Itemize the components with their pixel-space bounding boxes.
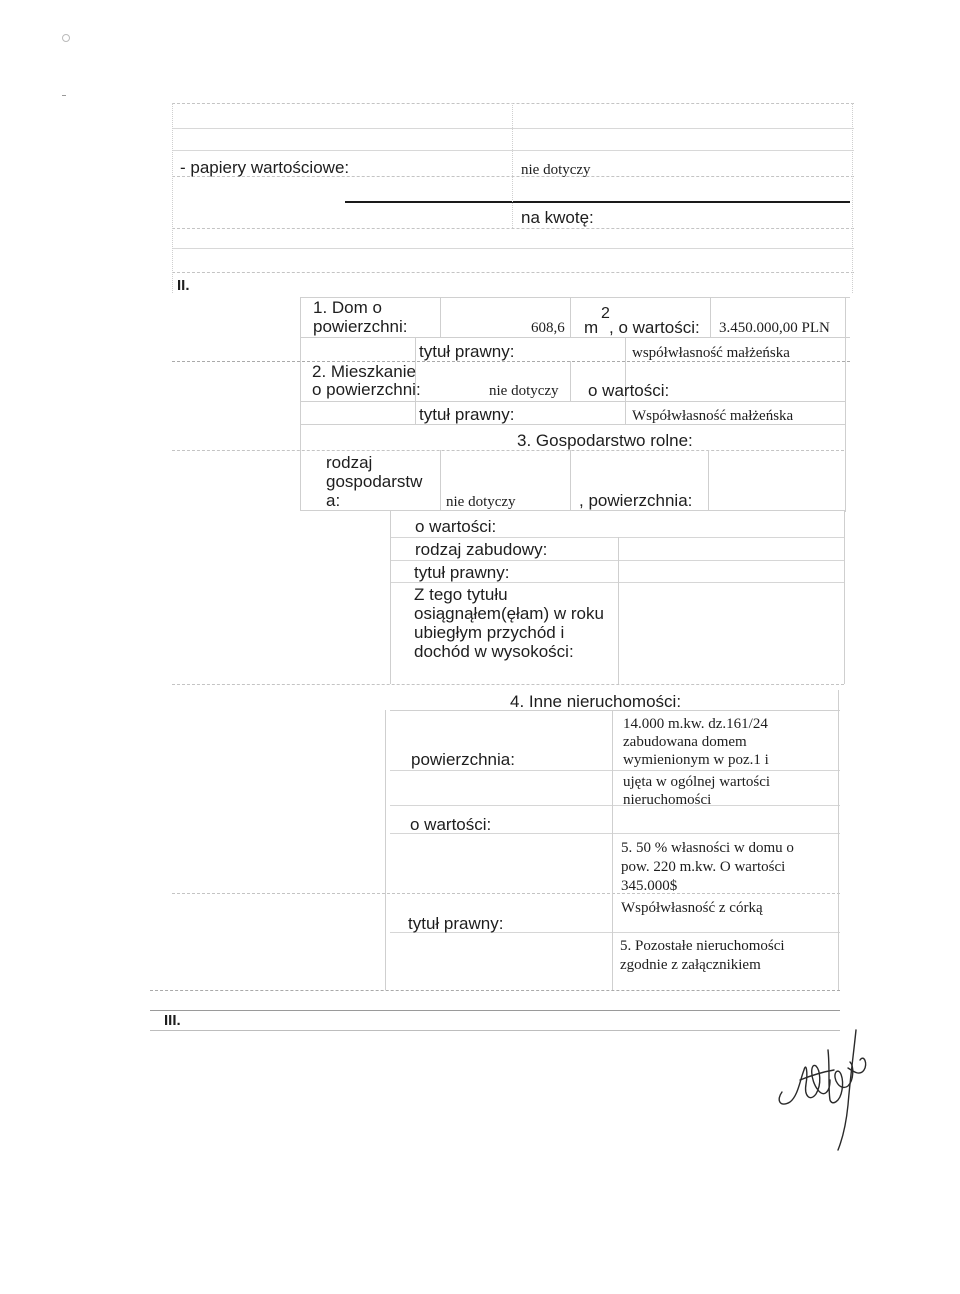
grid-line: [300, 337, 850, 338]
grid-line: [385, 710, 386, 990]
other-note2-line3: 345.000$: [621, 878, 678, 894]
grid-line: [390, 510, 391, 684]
other-note3-line1: 5. Pozostałe nieruchomości: [620, 938, 785, 954]
farm-area-label: , powierzchnia:: [579, 491, 693, 510]
grid-line: [838, 690, 839, 990]
other-title-label: tytuł prawny:: [408, 914, 504, 933]
grid-line: [172, 103, 173, 293]
farm-income-line2: osiągnąłem(ęłam) w roku: [414, 604, 604, 623]
farm-buildings-label: rodzaj zabudowy:: [415, 540, 548, 559]
house-title-value: współwłasność małżeńska: [632, 345, 790, 361]
apartment-label-line1: 2. Mieszkanie: [312, 362, 416, 381]
grid-line: [852, 103, 853, 293]
farm-type-label-line1: rodzaj: [326, 453, 373, 472]
grid-line: [300, 297, 850, 298]
farm-title-label: tytuł prawny:: [414, 563, 510, 582]
other-note1-line1: 14.000 m.kw. dz.161/24: [623, 716, 768, 732]
other-note1-line2: zabudowana domem: [623, 734, 747, 750]
grid-line: [172, 150, 854, 151]
grid-line: [708, 450, 709, 510]
other-note1-line4: ujęta w ogólnej wartości: [623, 774, 771, 790]
farm-income-line3: ubiegłym przychód i: [414, 623, 565, 642]
section-iii-numeral: III.: [164, 1012, 181, 1029]
house-value-label: , o wartości:: [609, 318, 700, 337]
securities-label: - papiery wartościowe:: [180, 158, 350, 177]
apartment-value-label: o wartości:: [588, 381, 670, 400]
other-note2-line2: pow. 220 m.kw. O wartości: [621, 859, 786, 875]
grid-line: [440, 450, 441, 510]
house-value: 3.450.000,00 PLN: [719, 320, 830, 336]
farm-heading: 3. Gospodarstwo rolne:: [517, 431, 693, 450]
farm-income-line4: dochód w wysokości:: [414, 642, 574, 661]
apartment-area: nie dotyczy: [489, 383, 559, 399]
amount-rule: [345, 201, 850, 203]
grid-line: [845, 297, 846, 512]
house-area: 608,6: [531, 320, 565, 336]
other-note1-line3: wymienionym w poz.1 i: [623, 752, 769, 768]
other-note3-line2: zgodnie z załącznikiem: [620, 957, 761, 973]
house-title-label: tytuł prawny:: [419, 342, 515, 361]
grid-line: [150, 990, 840, 991]
other-note2-title: Współwłasność z córką: [621, 900, 763, 916]
house-label-line1: 1. Dom o: [313, 298, 382, 317]
scan-speck: [62, 34, 70, 42]
grid-line: [172, 450, 844, 451]
farm-type-value: nie dotyczy: [446, 494, 516, 510]
grid-line: [570, 450, 571, 510]
other-value-label: o wartości:: [410, 815, 492, 834]
grid-line: [440, 297, 441, 337]
grid-line: [710, 297, 711, 337]
farm-value-label: o wartości:: [415, 517, 497, 536]
grid-line: [618, 537, 619, 684]
house-area-unit-superscript: 2: [601, 305, 610, 322]
grid-line: [172, 103, 854, 104]
section-ii-numeral: II.: [177, 277, 190, 294]
farm-type-label-line3: a:: [326, 491, 341, 510]
grid-line: [390, 770, 840, 771]
grid-line: [172, 893, 840, 894]
grid-line: [150, 1030, 840, 1031]
apartment-label-line2: o powierzchni:: [312, 380, 421, 399]
grid-line: [512, 103, 513, 228]
other-note2-line1: 5. 50 % własności w domu o: [621, 840, 794, 856]
grid-line: [300, 510, 845, 511]
other-heading: 4. Inne nieruchomości:: [510, 692, 682, 711]
grid-line: [300, 297, 301, 510]
house-label-line2: powierzchni:: [313, 317, 408, 336]
grid-line: [570, 361, 571, 401]
grid-line: [612, 710, 613, 990]
other-area-label: powierzchnia:: [411, 750, 515, 769]
farm-income-line1: Z tego tytułu: [414, 585, 508, 604]
grid-line: [150, 1010, 840, 1011]
grid-line: [844, 510, 845, 684]
grid-line: [570, 297, 571, 337]
grid-line: [172, 248, 854, 249]
apartment-title-label: tytuł prawny:: [419, 405, 515, 424]
grid-line: [172, 272, 854, 273]
scan-speck: [62, 95, 66, 96]
other-note1-line5: nieruchomości: [623, 792, 712, 808]
grid-line: [172, 684, 844, 685]
securities-value: nie dotyczy: [521, 162, 591, 178]
grid-line: [300, 401, 845, 402]
farm-type-label-line2: gospodarstw: [326, 472, 423, 491]
house-area-unit: m: [584, 318, 599, 337]
securities-amount-label: na kwotę:: [521, 208, 594, 227]
handwritten-signature: [770, 1010, 880, 1160]
grid-line: [172, 128, 854, 129]
grid-line: [172, 228, 854, 229]
apartment-title-value: Współwłasność małżeńska: [632, 408, 794, 424]
grid-line: [390, 805, 840, 806]
